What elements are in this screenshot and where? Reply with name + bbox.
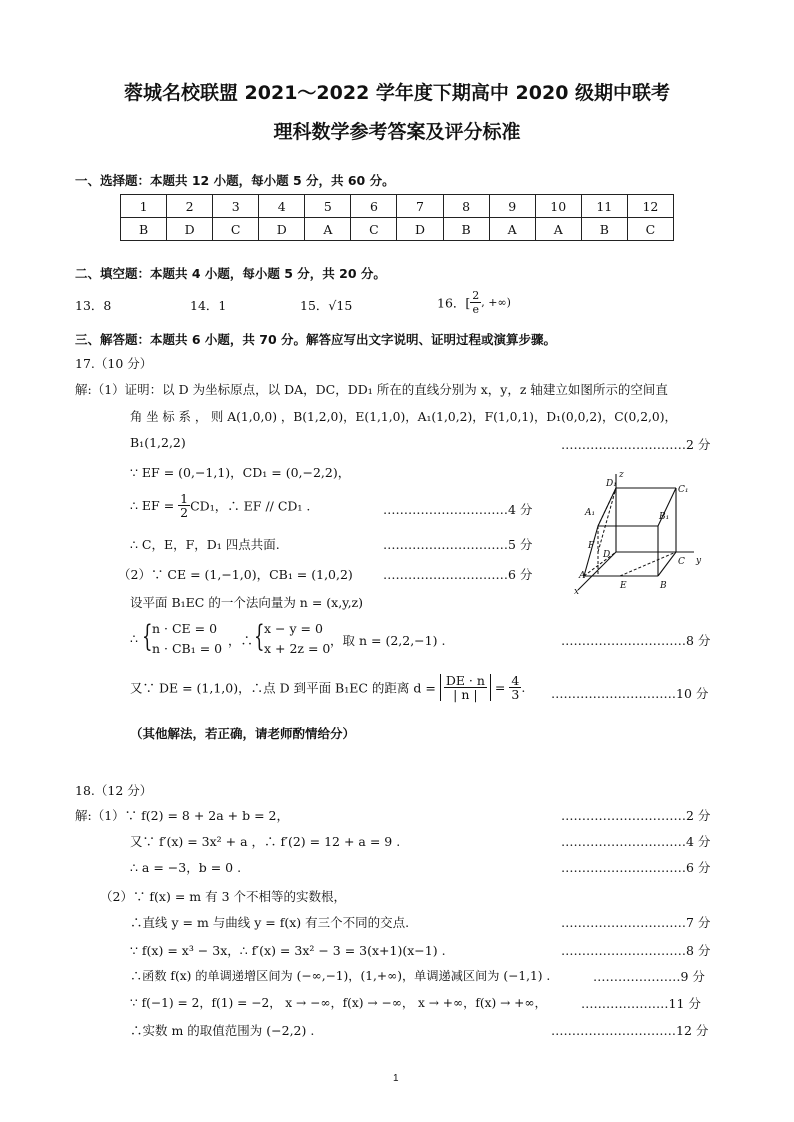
figure-label: D₁ xyxy=(606,479,617,489)
question-number-cell: 8 xyxy=(443,195,489,218)
question-number-cell: 6 xyxy=(351,195,397,218)
document-title: 蓉城名校联盟 2021～2022 学年度下期高中 2020 级期中联考 xyxy=(123,82,671,104)
question-number-cell: 2 xyxy=(167,195,213,218)
question-number-cell: 12 xyxy=(627,195,673,218)
q17-line-1: 解:（1）证明：以 D 为坐标原点，以 DA，DC，DD₁ 所在的直线分别为 x，y，z 轴建立如图所示的空间直 xyxy=(75,382,668,397)
q17-line-7: （2）∵ CE = (1,−1,0)，CB₁ = (1,0,2) xyxy=(118,567,353,582)
q18-points-12: …………………………12 分 xyxy=(551,1023,709,1038)
distance-fraction xyxy=(444,674,487,701)
q17-points-10: …………………………10 分 xyxy=(551,686,709,701)
q17-distance-text: 又∵ DE = (1,1,0)，∴点 D 到平面 B₁EC 的距离 d = xyxy=(130,680,436,696)
answer-table xyxy=(120,194,674,241)
q18-line-2: 又∵ f′(x) = 3x² + a ，∴ f′(2) = 12 + a = 9 . xyxy=(130,834,401,849)
q17-line-6: ∴ C，E，F，D₁ 四点共面. xyxy=(130,537,280,552)
q18-points-11: …………………11 分 xyxy=(581,996,701,1011)
brace-left-2: { xyxy=(254,619,265,654)
q17-line-3: B₁(1,2,2) xyxy=(130,435,186,450)
system-2-eq-1: x − y = 0 xyxy=(264,621,323,636)
q18-points-9: …………………9 分 xyxy=(593,969,705,984)
figure-label: B₁ xyxy=(659,512,670,522)
q17-line-8: 设平面 B₁EC 的一个法向量为 n = (x,y,z) xyxy=(130,595,364,610)
fraction-denominator: | n | xyxy=(453,687,478,702)
q18-points-7: …………………………7 分 xyxy=(561,915,711,930)
answer-16-tail: , +∞) xyxy=(481,296,511,309)
answer-cell: C xyxy=(351,218,397,241)
q17-points-4: …………………………4 分 xyxy=(383,502,533,517)
distance-abs-value xyxy=(440,674,491,701)
q18-line-3: ∴ a = −3，b = 0 . xyxy=(130,860,242,875)
answer-14: 14．1 xyxy=(190,298,227,313)
q17-line-10 xyxy=(130,674,525,701)
answer-table-answer-row xyxy=(121,218,674,241)
question-number-cell: 4 xyxy=(259,195,305,218)
answer-cell: A xyxy=(489,218,535,241)
q17-line-4: ∵ EF = (0,−1,1)，CD₁ = (0,−2,2)， xyxy=(130,465,351,480)
answer-13: 13．8 xyxy=(75,298,112,313)
cube-figure xyxy=(570,468,702,594)
page-number: 1 xyxy=(393,1073,399,1084)
q17-line-5-post: CD₁，∴ EF // CD₁ . xyxy=(190,498,311,514)
answer-cell: C xyxy=(213,218,259,241)
fraction-numerator: 4 xyxy=(511,673,520,688)
distance-result xyxy=(509,674,521,701)
q17-line-5-pre: ∴ EF = xyxy=(130,498,179,513)
figure-label: A₁ xyxy=(585,508,596,518)
fraction-numerator: 1 xyxy=(180,491,189,506)
q17-header: 17.（10 分） xyxy=(75,356,153,371)
q18-line-6: ∵ f(x) = x³ − 3x，∴ f′(x) = 3x² − 3 = 3(x+1)(x−1) . xyxy=(130,943,446,958)
figure-label: x xyxy=(574,587,580,594)
figure-label: C xyxy=(678,557,685,567)
figure-label: z xyxy=(619,470,624,480)
answer-15-label: 15． xyxy=(300,298,329,313)
fraction-numerator: DE · n xyxy=(445,673,485,688)
answer-cell: B xyxy=(443,218,489,241)
answer-16-fraction xyxy=(470,289,481,316)
q18-points-8: …………………………8 分 xyxy=(561,943,711,958)
answer-16-open: [ xyxy=(465,295,471,310)
answer-15 xyxy=(300,296,352,314)
figure-label: A xyxy=(579,571,586,581)
equals-sign: = xyxy=(494,680,506,695)
figure-label: C₁ xyxy=(678,485,689,495)
q17-line-5 xyxy=(130,492,310,519)
answer-cell: D xyxy=(397,218,443,241)
figure-label: F xyxy=(588,541,595,551)
question-number-cell: 3 xyxy=(213,195,259,218)
section-3-heading: 三、解答题：本题共 6 小题，共 70 分。解答应写出文字说明、证明过程或演算步骤。 xyxy=(75,332,557,347)
normal-vector-choice: ，取 n = (2,2,−1) . xyxy=(330,633,446,648)
q18-line-9: ∴实数 m 的取值范围为 (−2,2) . xyxy=(130,1023,315,1038)
answer-cell: B xyxy=(121,218,167,241)
question-number-cell: 11 xyxy=(581,195,627,218)
q17-line-2: 角 坐 标 系 ， 则 A(1,0,0) ，B(1,2,0)，E(1,1,0)，A₁(1,0,2)，F(1,0,1)，D₁(0,0,2)，C(0,2,0)， xyxy=(130,410,677,424)
system-connector: ，∴ xyxy=(228,633,254,648)
answer-16 xyxy=(437,289,511,316)
figure-label: E xyxy=(620,581,627,591)
system-1-eq-2: n · CB₁ = 0 xyxy=(152,641,223,656)
answer-cell: D xyxy=(167,218,213,241)
answer-15-value: √15 xyxy=(328,298,353,313)
q18-points-4: …………………………4 分 xyxy=(561,834,711,849)
q18-line-1: 解:（1）∵ f(2) = 8 + 2a + b = 2， xyxy=(75,808,289,823)
answer-16-label: 16． xyxy=(437,295,466,311)
question-number-cell: 7 xyxy=(397,195,443,218)
system-2-eq-2: x + 2z = 0 xyxy=(264,641,331,656)
answer-cell: B xyxy=(581,218,627,241)
q18-points-2: …………………………2 分 xyxy=(561,808,711,823)
answer-cell: C xyxy=(627,218,673,241)
answer-cell: D xyxy=(259,218,305,241)
q18-line-7: ∴函数 f(x) 的单调递增区间为 (−∞,−1)，(1,+∞)，单调递减区间为 (−1,1) . xyxy=(130,969,551,983)
q17-points-6: …………………………6 分 xyxy=(383,567,533,582)
fraction-denominator: 3 xyxy=(511,687,520,702)
question-number-cell: 5 xyxy=(305,195,351,218)
fraction-numerator: 2 xyxy=(472,289,480,302)
figure-label: B xyxy=(660,581,667,591)
section-1-heading: 一、选择题：本题共 12 小题，每小题 5 分，共 60 分。 xyxy=(75,173,395,188)
period: . xyxy=(521,680,526,695)
system-1-eq-1: n · CE = 0 xyxy=(152,621,218,636)
question-number-cell: 9 xyxy=(489,195,535,218)
q18-line-5: ∴直线 y = m 与曲线 y = f(x) 有三个不同的交点. xyxy=(130,915,410,930)
figure-label: D xyxy=(603,550,611,560)
answer-cell: A xyxy=(305,218,351,241)
fraction-denominator: e xyxy=(472,303,480,316)
q17-points-8: …………………………8 分 xyxy=(561,633,711,648)
section-2-heading: 二、填空题：本题共 4 小题，每小题 5 分，共 20 分。 xyxy=(75,266,386,281)
q18-points-6: …………………………6 分 xyxy=(561,860,711,875)
answer-cell: A xyxy=(535,218,581,241)
q17-half-fraction xyxy=(178,492,190,519)
q17-note: （其他解法，若正确，请老师酌情给分） xyxy=(130,726,356,741)
question-number-cell: 10 xyxy=(535,195,581,218)
fraction-denominator: 2 xyxy=(180,505,189,520)
q17-points-5: …………………………5 分 xyxy=(383,537,533,552)
brace-left-1: { xyxy=(142,619,153,654)
document-subtitle: 理科数学参考答案及评分标准 xyxy=(273,121,521,143)
q18-line-4: （2）∵ f(x) = m 有 3 个不相等的实数根， xyxy=(100,889,347,904)
q18-line-8: ∵ f(−1) = 2，f(1) = −2， x → −∞，f(x) → −∞， x → +∞，f(x) → +∞， xyxy=(130,996,547,1010)
question-number-cell: 1 xyxy=(121,195,167,218)
answer-table-number-row xyxy=(121,195,674,218)
figure-label: y xyxy=(696,556,702,566)
therefore-symbol: ∴ xyxy=(130,631,138,646)
q18-header: 18.（12 分） xyxy=(75,783,153,798)
q17-points-2: …………………………2 分 xyxy=(561,437,711,452)
